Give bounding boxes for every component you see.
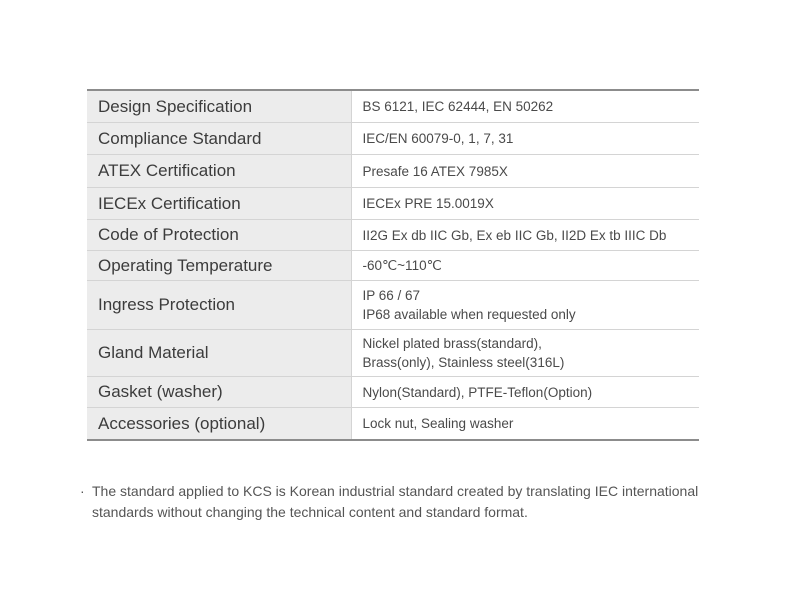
- table-row: [87, 123, 699, 155]
- value-line: Nickel plated brass(standard),: [362, 336, 542, 351]
- row-label-operating-temperature: Operating Temperature: [87, 251, 351, 281]
- value-line: IECEx PRE 15.0019X: [362, 196, 494, 211]
- value-line: Brass(only), Stainless steel(316L): [362, 355, 565, 370]
- row-value-ingress-protection: [351, 281, 699, 330]
- table-row: [87, 408, 699, 441]
- row-label-atex-certification: ATEX Certification: [87, 155, 351, 188]
- footnote-text: The standard applied to KCS is Korean industrial standard created by translating IEC international standards without changing the technical content and standard format.: [92, 483, 699, 520]
- row-value-compliance-standard: [351, 123, 699, 155]
- row-label-gasket: Gasket (washer): [87, 377, 351, 408]
- table-row: [87, 90, 699, 123]
- value-line: Nylon(Standard), PTFE-Teflon(Option): [362, 384, 593, 400]
- row-label-ingress-protection: Ingress Protection: [87, 281, 351, 330]
- row-value-code-of-protection: [351, 220, 699, 251]
- value-line: -60℃~110℃: [362, 258, 442, 273]
- table-row: [87, 377, 699, 408]
- row-value-operating-temperature: [351, 251, 699, 281]
- value-line: II2G Ex db IIC Gb, Ex eb IIC Gb, II2D Ex tb IIIC Db: [362, 227, 667, 243]
- row-value-iecex-certification: [351, 188, 699, 220]
- table-row: [87, 251, 699, 281]
- row-value-atex-certification: [351, 155, 699, 188]
- footnote: [80, 481, 730, 523]
- row-value-design-specification: [351, 90, 699, 123]
- row-label-accessories: Accessories (optional): [87, 408, 351, 441]
- table-row: [87, 330, 699, 377]
- specification-table: [87, 89, 699, 441]
- row-value-gasket: [351, 377, 699, 408]
- row-label-compliance-standard: Compliance Standard: [87, 123, 351, 155]
- row-label-code-of-protection: Code of Protection: [87, 220, 351, 251]
- table-row: [87, 188, 699, 220]
- row-label-gland-material: Gland Material: [87, 330, 351, 377]
- table-row: [87, 220, 699, 251]
- table-row: [87, 155, 699, 188]
- row-value-accessories: [351, 408, 699, 441]
- footnote-bullet: ·: [80, 483, 85, 499]
- value-line: IP 66 / 67: [362, 288, 421, 303]
- value-line: Presafe 16 ATEX 7985X: [362, 163, 508, 179]
- value-line: Lock nut, Sealing washer: [362, 416, 514, 431]
- value-line: IEC/EN 60079-0, 1, 7, 31: [362, 131, 514, 146]
- value-line: BS 6121, IEC 62444, EN 50262: [362, 99, 554, 114]
- row-label-iecex-certification: IECEx Certification: [87, 188, 351, 220]
- row-label-design-specification: Design Specification: [87, 90, 351, 123]
- value-line: IP68 available when requested only: [362, 307, 576, 322]
- table-row: [87, 281, 699, 330]
- row-value-gland-material: [351, 330, 699, 377]
